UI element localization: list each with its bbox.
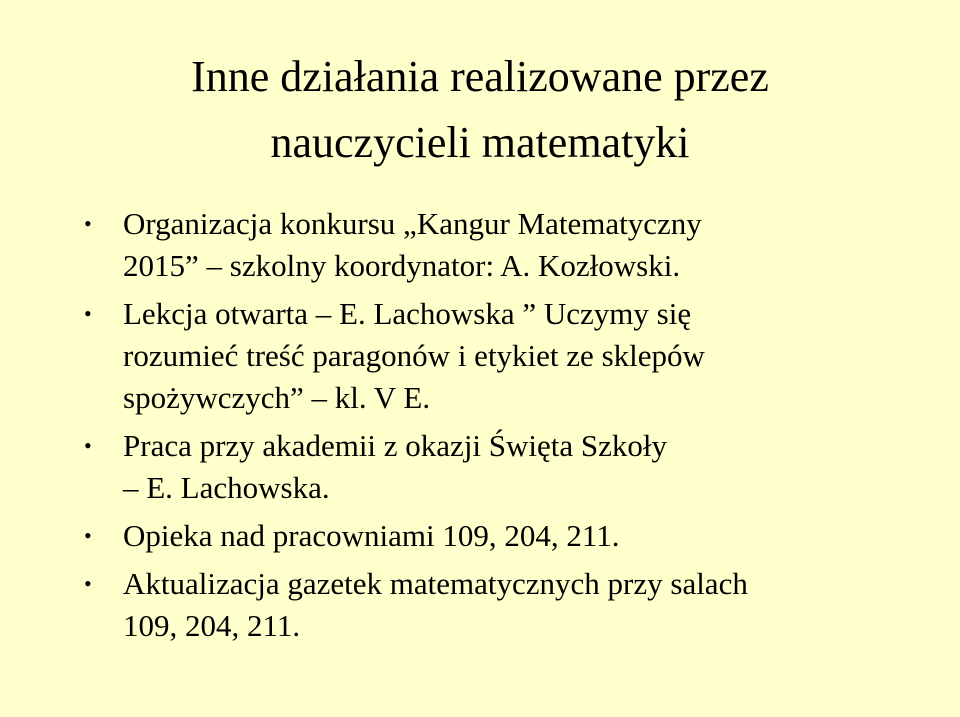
bullet-item-lekcja <box>80 293 880 419</box>
bullet-text-line: 109, 204, 211. <box>123 608 301 643</box>
bullet-dot-icon: • <box>84 523 92 548</box>
bullet-dot-icon: • <box>84 211 92 236</box>
bullet-text-line: Praca przy akademii z okazji Święta Szkoły <box>123 428 668 463</box>
bullet-dot-icon: • <box>84 571 92 596</box>
bullet-text-line: Organizacja konkursu „Kangur Matematyczny <box>123 206 702 241</box>
bullet-item-akademia <box>80 425 880 509</box>
title-line-1: Inne działania realizowane przez <box>191 52 769 101</box>
bullet-item-pracownie <box>80 515 880 557</box>
title-line-2: nauczycieli matematyki <box>270 118 690 167</box>
bullet-text-line: Lekcja otwarta – E. Lachowska ” Uczymy się <box>123 296 692 331</box>
bullet-text-line: spożywczych” – kl. V E. <box>123 380 431 415</box>
bullet-list <box>80 203 880 653</box>
bullet-dot-icon: • <box>84 301 92 326</box>
bullet-text-line: rozumieć treść paragonów i etykiet ze sklepów <box>123 338 705 373</box>
bullet-text-line: Aktualizacja gazetek matematycznych przy salach <box>123 566 748 601</box>
bullet-text-line: 2015” – szkolny koordynator: A. Kozłowski. <box>123 248 681 283</box>
bullet-text-line: Opieka nad pracowniami 109, 204, 211. <box>123 518 620 553</box>
bullet-dot-icon: • <box>84 433 92 458</box>
bullet-item-konkurs <box>80 203 880 287</box>
bullet-text-line: – E. Lachowska. <box>123 470 330 505</box>
slide-title <box>0 44 960 176</box>
bullet-item-gazetki <box>80 563 880 647</box>
